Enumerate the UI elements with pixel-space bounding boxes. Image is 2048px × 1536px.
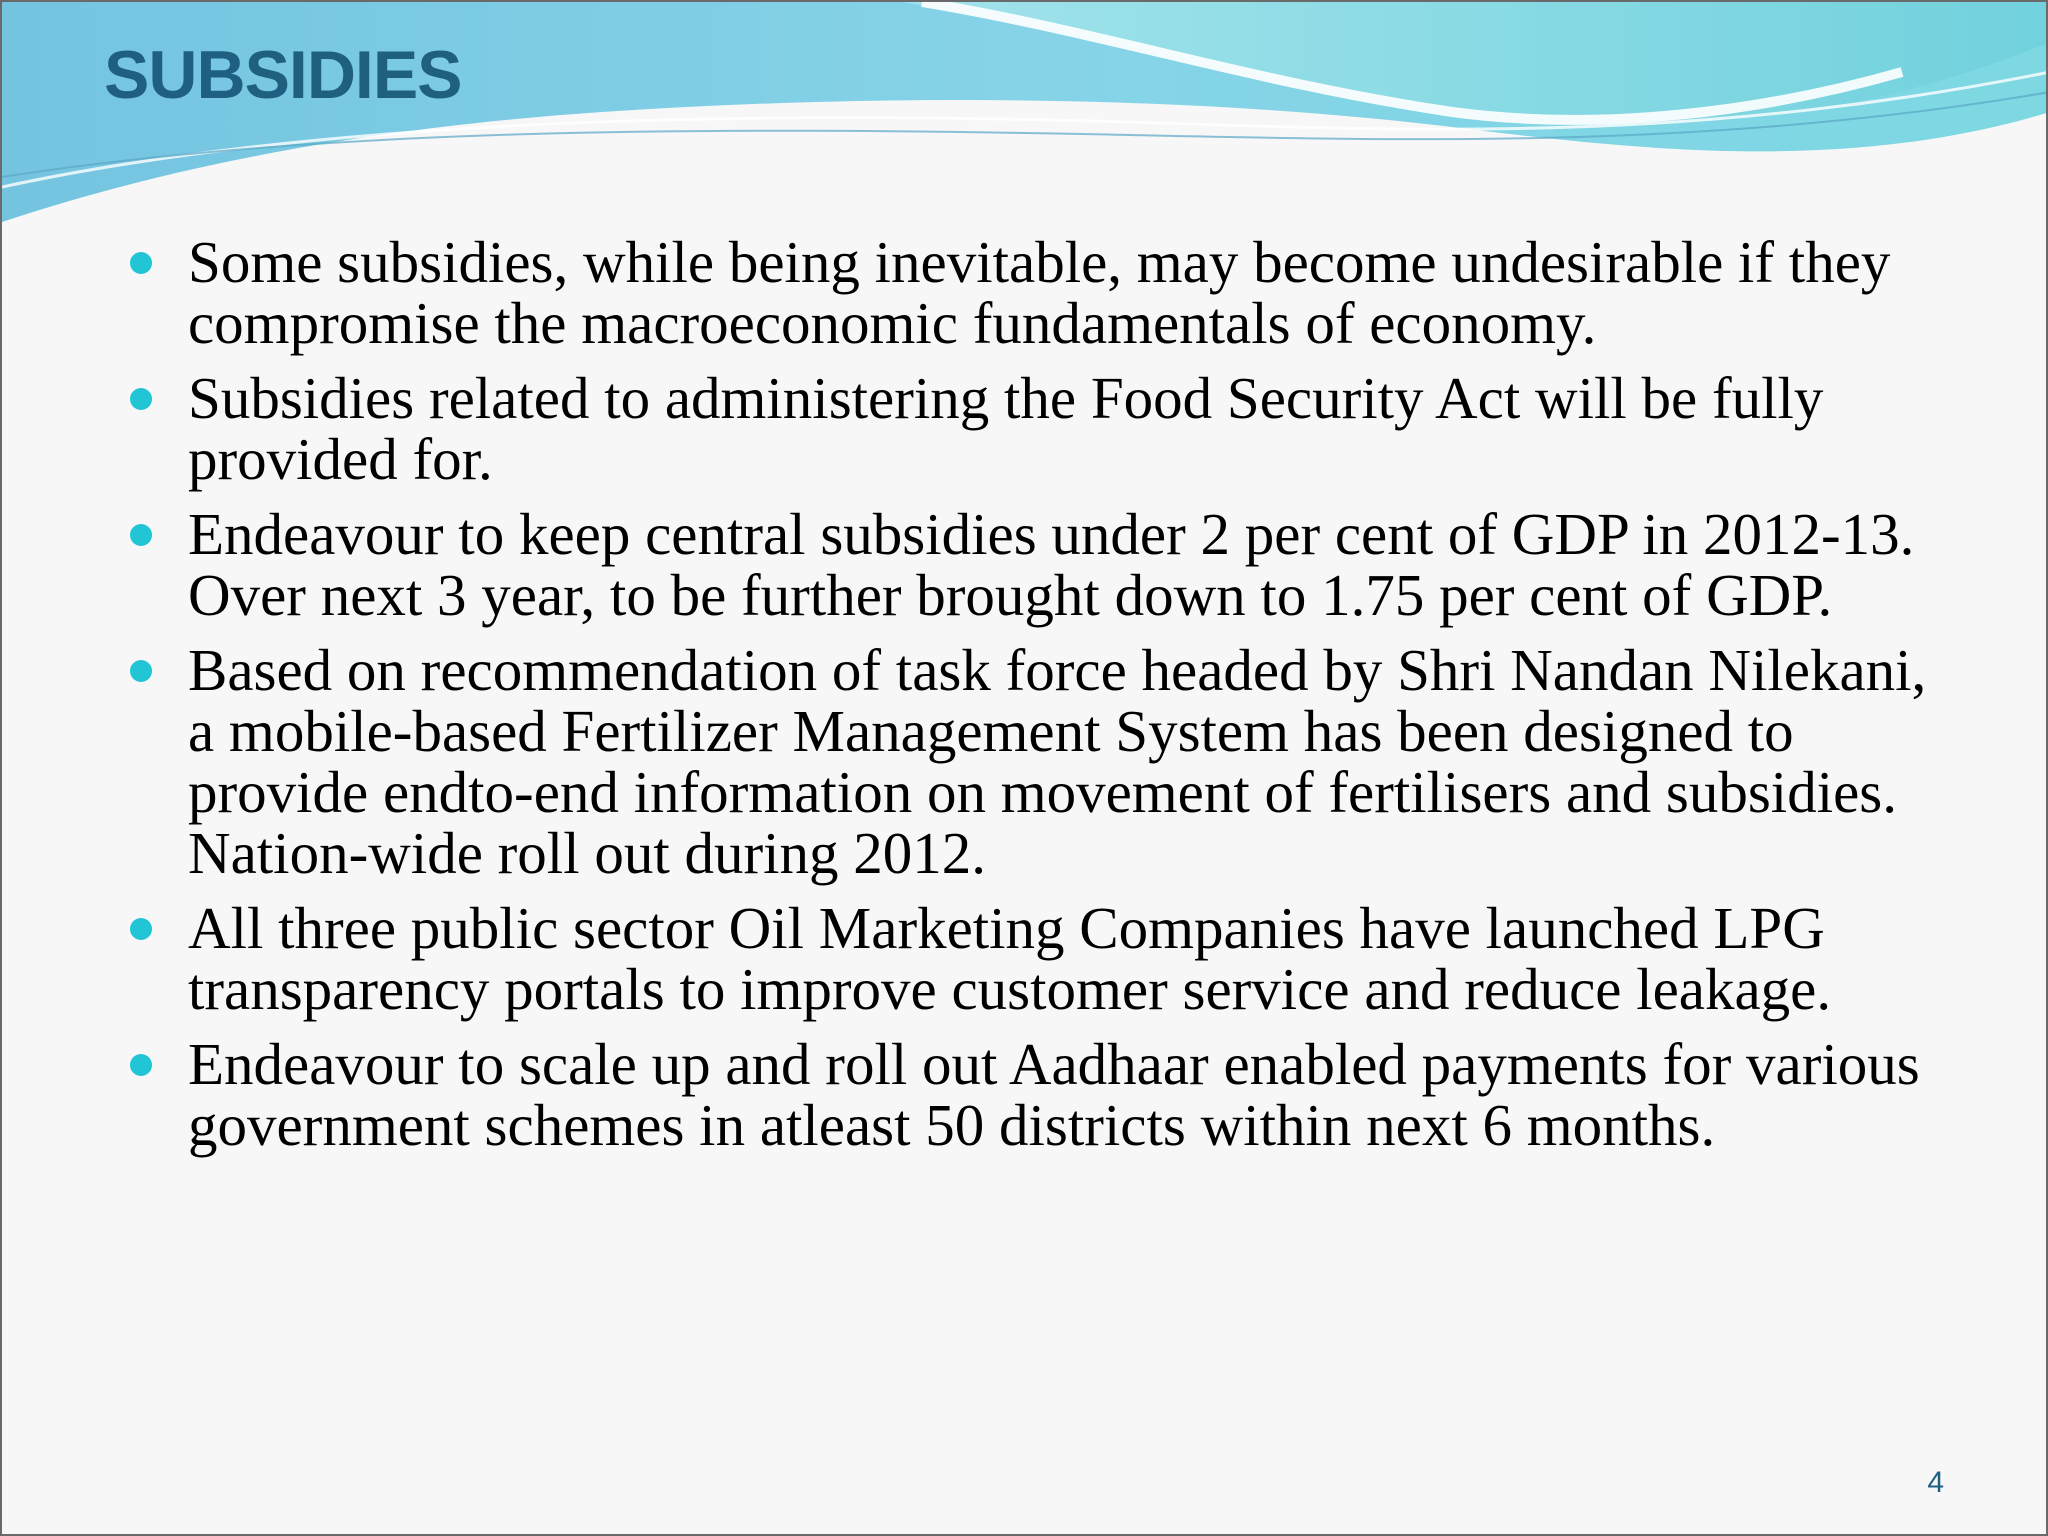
bullet-item bbox=[126, 229, 1946, 356]
page-number: 4 bbox=[1927, 1466, 1944, 1499]
bullet-item bbox=[126, 501, 1946, 628]
bullet-text: Subsidies related to administering the Food Security Act will be fully provided for. bbox=[188, 365, 1824, 492]
slide-title: SUBSIDIES bbox=[104, 37, 462, 113]
bullet-list bbox=[126, 229, 1946, 1170]
bullet-item bbox=[126, 637, 1946, 886]
bullet-icon bbox=[130, 252, 152, 274]
bullet-text: All three public sector Oil Marketing Companies have launched LPG transparency portals to improve customer service and reduce leakage. bbox=[188, 895, 1832, 1022]
bullet-item bbox=[126, 365, 1946, 492]
bullet-icon bbox=[130, 918, 152, 940]
bullet-item bbox=[126, 1031, 1946, 1158]
bullet-icon bbox=[130, 1054, 152, 1076]
bullet-text: Some subsidies, while being inevitable, may become undesirable if they compromise the macroeconomic fundamentals of economy. bbox=[188, 229, 1891, 356]
bullet-item bbox=[126, 895, 1946, 1022]
bullet-icon bbox=[130, 660, 152, 682]
bullet-icon bbox=[130, 388, 152, 410]
bullet-icon bbox=[130, 524, 152, 546]
bullet-text: Based on recommendation of task force headed by Shri Nandan Nilekani, a mobile-based Fertilizer Management System has been designed to provide endto-end information on movement of fertilisers and subsidies. Nation-wide roll out during 2012. bbox=[188, 637, 1927, 886]
bullet-text: Endeavour to keep central subsidies under 2 per cent of GDP in 2012-13. Over next 3 year, to be further brought down to 1.75 per cent of GDP. bbox=[188, 501, 1915, 628]
bullet-text: Endeavour to scale up and roll out Aadhaar enabled payments for various government schemes in atleast 50 districts within next 6 months. bbox=[188, 1031, 1920, 1158]
